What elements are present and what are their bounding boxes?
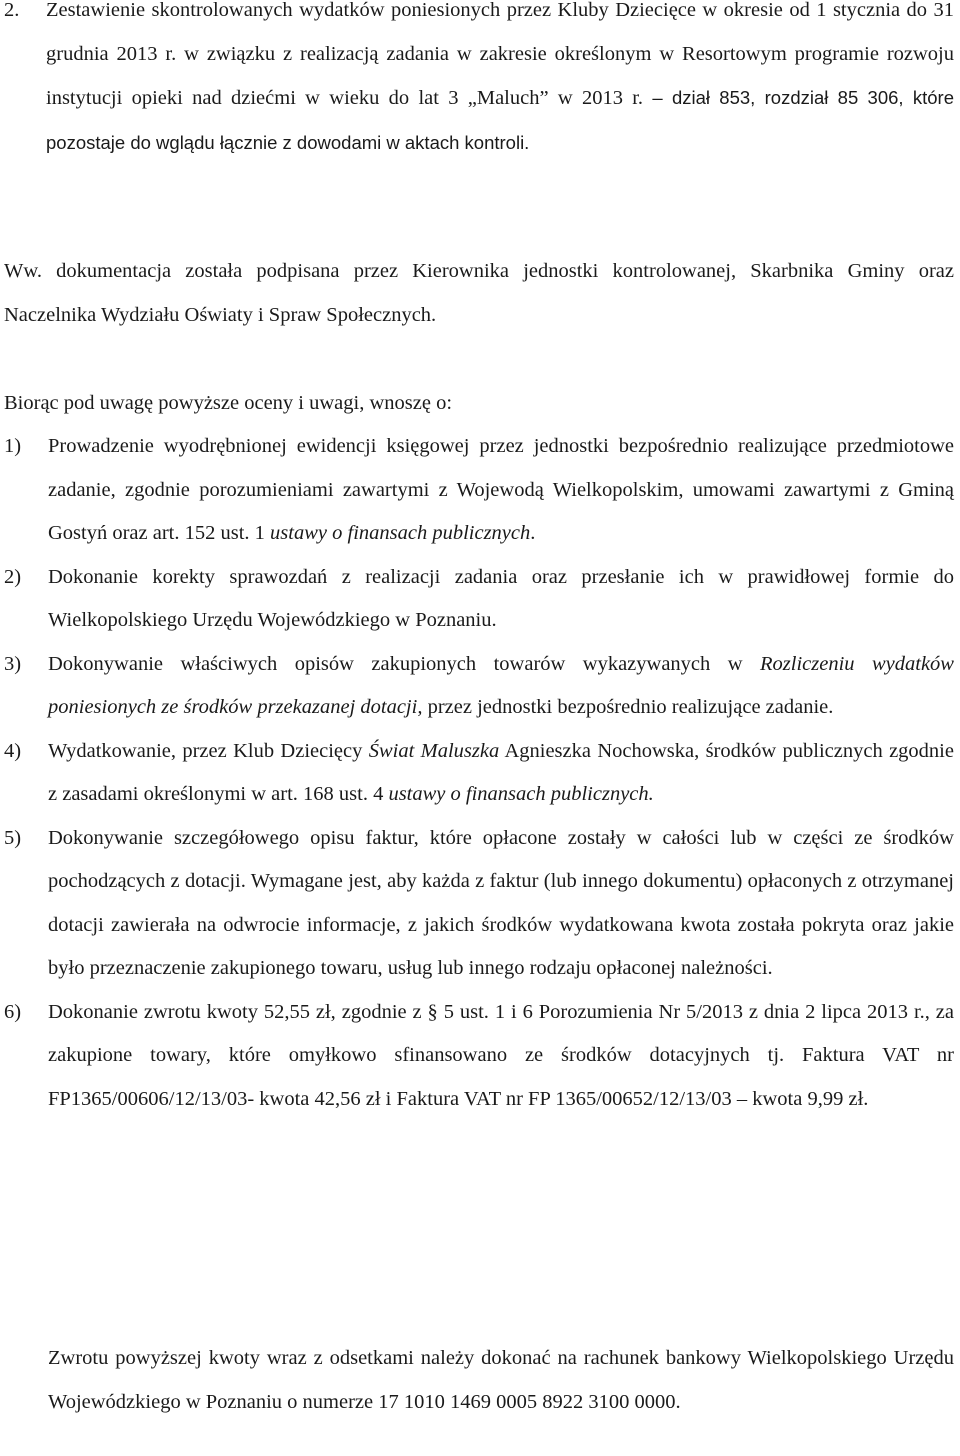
list-item-text-b: przez jednostki bezpośrednio realizujące zadanie. [422, 696, 834, 718]
list-item-number: 4) [4, 739, 22, 762]
list-item-text-a: Dokonywanie właściwych opisów zakupionych towarów wykazywanych w [48, 652, 761, 675]
recommendations-list [4, 425, 954, 1121]
list-item-number: 1) [4, 435, 22, 457]
list-item [4, 643, 954, 730]
list-item-number: 5) [4, 826, 22, 849]
list-item-number: 2) [4, 565, 22, 588]
list-item-text: Dokonywanie szczegółowego opisu faktur, które opłacone zostały w całości lub w części ze środków pochodzących z dotacji. Wymagane jest, aby każda z faktur (lub innego dokumentu) opłaconych z otrzymanej dotacji zawierała na odwrocie informacje, z jakich środków wydatkowana kwota została pokryta oraz jakie było przeznaczenie zakupionego towaru, usług lub innego rodzaju opłaconej należności. [48, 826, 954, 979]
list-item [4, 991, 954, 1122]
list-item-text: Dokonanie korekty sprawozdań z realizacji zadania oraz przesłanie ich w prawidłowej formie do Wielkopolskiego Urzędu Wojewódzkiego w Poznaniu. [48, 565, 954, 631]
list-item-text-a: Prowadzenie wyodrębnionej ewidencji księgowej przez jednostki bezpośrednio realizujące przedmiotowe zadanie, zgodnie porozumieniami zawartymi z Wojewodą Wielkopolskim, umowami zawartymi z Gminą Gostyń oraz art. 152 ust. 1 [48, 435, 954, 544]
section-2-text-part1: Zestawienie skontrolowanych wydatków poniesionych przez Kluby Dziecięce w okresie od 1 stycznia do 31 grudnia 2013 r. w związku z realizacją zadania w zakresie określonym w Resortowym programie rozwoju instytucji opieki nad dziećmi w wieku do lat 3 „Maluch” w 2013 r. [46, 0, 954, 109]
list-item-text-a: Wydatkowanie, przez Klub Dziecięcy [48, 739, 369, 762]
signed-note: Ww. dokumentacja została podpisana przez Kierownika jednostki kontrolowanej, Skarbnika Gminy oraz Naczelnika Wydziału Oświaty i Spraw Społecznych. [4, 260, 954, 326]
list-item-italic-a: Rozliczeniu wydatków poniesionych ze środków przekazanej dotacji, [48, 652, 954, 718]
list-item-text [48, 730, 954, 817]
list-item [4, 730, 954, 817]
section-2-text-part2: – dział 853, rozdział 85 306, które pozostaje do wglądu łącznie z dowodami w aktach kontroli. [46, 87, 954, 153]
list-item-text-b: . [530, 522, 536, 544]
list-item-text: Dokonanie zwrotu kwoty 52,55 zł, zgodnie z § 5 ust. 1 i 6 Porozumienia Nr 5/2013 z dnia 2 lipca 2013 r., za zakupione towary, które omyłkowo sfinansowano ze środków dotacyjnych tj. Faktura VAT nr FP1365/00606/12/13/03- kwota 42,56 zł i Faktura VAT nr FP 1365/00652/12/13/03 – kwota 9,99 zł. [48, 1000, 954, 1110]
list-item-number: 3) [4, 652, 22, 675]
list-item-text-b: Agnieszka Nochowska, środków publicznych zgodnie z zasadami określonymi w art. 168 ust. 4 [48, 739, 954, 805]
list-item-text [48, 425, 954, 556]
refund-instructions: Zwrotu powyższej kwoty wraz z odsetkami należy dokonać na rachunek bankowy Wielkopolskiego Urzędu Wojewódzkiego w Poznaniu o numerze 17 1010 1469 0005 8922 3100 0000. [48, 1347, 954, 1413]
list-item-italic-a: Świat Maluszka [368, 739, 500, 762]
list-item [4, 817, 954, 991]
list-item-italic-a: ustawy o finansach publicznych [270, 522, 531, 544]
section-2 [4, 0, 954, 165]
list-item-number: 6) [4, 1000, 22, 1023]
list-item [4, 425, 954, 556]
recommendations-intro: Biorąc pod uwagę powyższe oceny i uwagi, wnoszę o: [4, 392, 453, 414]
section-2-text [46, 0, 954, 165]
section-number: 2. [4, 0, 20, 21]
list-item-text [48, 643, 954, 730]
list-item [4, 556, 954, 643]
list-item-italic-b: ustawy o finansach publicznych. [388, 783, 654, 805]
